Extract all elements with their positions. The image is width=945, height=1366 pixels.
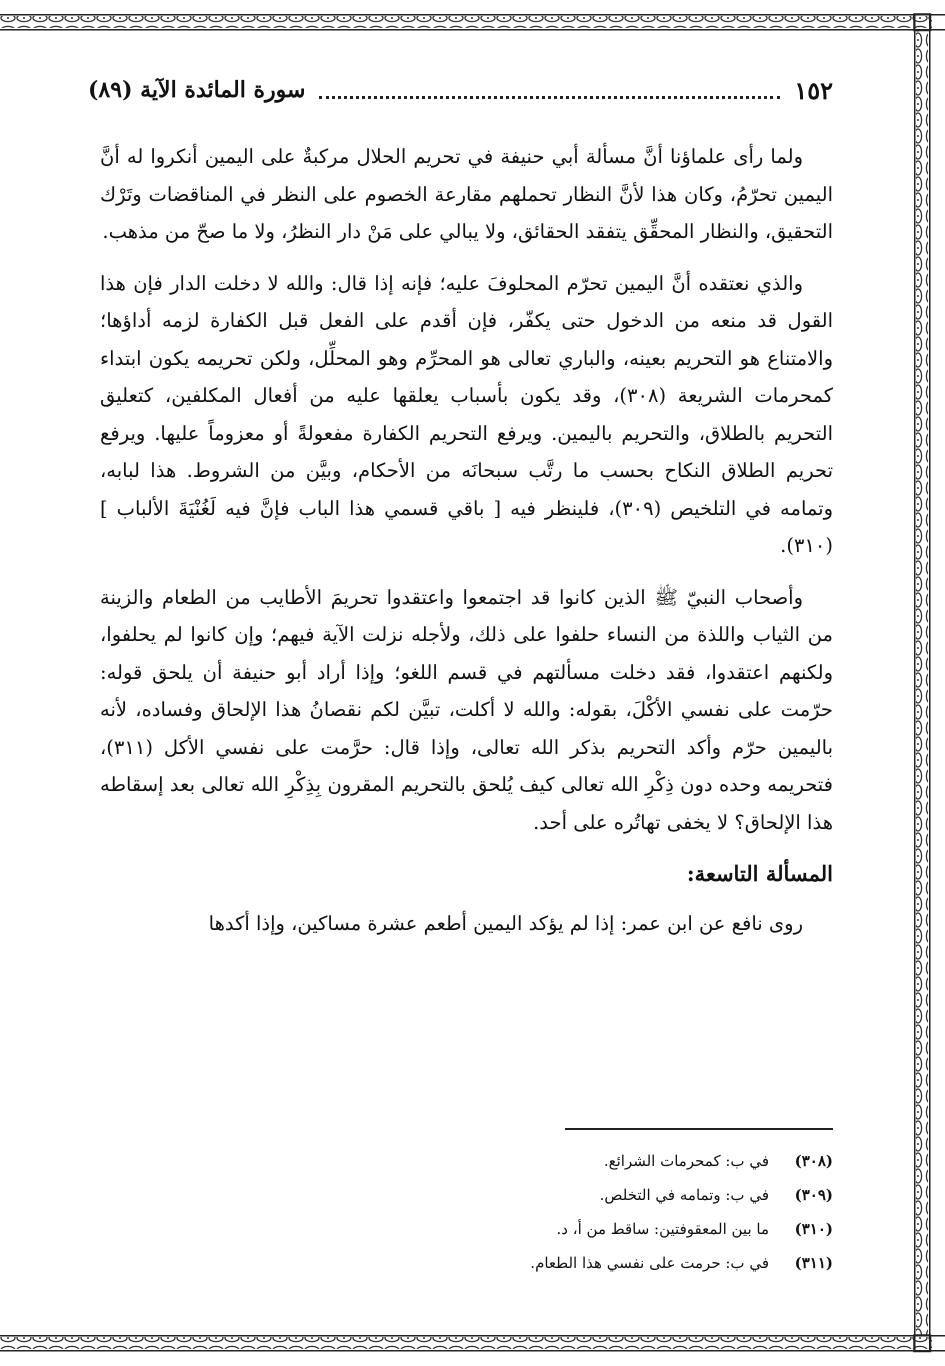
footnote-text: في ب: كمحرمات الشرائع. <box>603 1152 769 1170</box>
paragraph-2: والذي نعتقده أنَّ اليمين تحرّم المحلوفَ عليه؛ فإنه إذا قال: والله لا دخلت الدار فإن هذا القول قد منعه من الدخول حتى يكفّر، فإن أقدم على الفعل قبل الكفارة لزمه أداؤها؛ والامتناع هو التحريم بعينه، والباري تعالى هو المحرِّم وهو المحلِّل، ولكن تحريمه يكون ابتداء كمحرمات الشريعة (٣٠٨)، وقد يكون بأسباب يعلقها عليه من أفعال المكلفين، كتعليق التحريم بالطلاق، والتحريم باليمين. ويرفع التحريم الكفارة مفعولةً أو معزوماً عليها. ويرفع تحريم الطلاق النكاح بحسب ما رتَّب سبحانَه من الأحكام، وبيَّن من الشروط. هذا لبابه، وتمامه في التلخيص (٣٠٩)، فلينظر فيه [ باقي قسمي هذا الباب فإنَّ فيه لَغُنْيَةَ الألباب ] (٣١٠). <box>100 271 834 557</box>
section-heading: المسألة التاسعة: <box>686 861 833 886</box>
footnote <box>100 1246 833 1280</box>
footnote-number: (٣٠٨) <box>794 1152 833 1170</box>
dotted-leader <box>319 82 780 99</box>
footnote-text: في ب: حرمت على نفسي هذا الطعام. <box>530 1254 769 1272</box>
footnotes <box>100 1144 833 1280</box>
footnote-text: في ب: وتمامه في التخلص. <box>599 1186 769 1204</box>
paragraph-3: وأصحاب النبيّ ﷺ الذين كانوا قد اجتمعوا واعتقدوا تحريمَ الأطايب من الطعام والزينة من الثياب واللذة من النساء حلفوا على ذلك، ولأجله نزلت الآية فيهم؛ وإن كانوا لم يحلفوا، ولكنهم اعتقدوا، فقد دخلت مسألتهم في قسم اللغو؛ وإذا أراد أبو حنيفة أن يلحق قوله: حرّمت على نفسي الأكْلَ، بقوله: والله لا أكلت، تبيَّن لكم نقصانُ هذا الإلحاق وفساده، لأنه باليمين حرّم وأكد التحريم بذكر الله تعالى، وإذا قال: حرَّمت على نفسي الأكل (٣١١)، فتحريمه وحده دون ذِكْرِ الله تعالى كيف يُلحق بالتحريم المقرون بِذِكْرِ الله تعالى بعد إسقاطه هذا الإلحاق؟ لا يخفى تهاتُره على أحد. <box>100 585 833 834</box>
main-text <box>100 138 833 956</box>
footnote-number: (٣١١) <box>794 1254 833 1272</box>
running-header <box>88 70 833 110</box>
footnote-text: ما بين المعقوفتين: ساقط من أ، د. <box>556 1220 769 1238</box>
footnote <box>100 1144 833 1178</box>
running-title: سورة المائدة الآية (٨٩) <box>88 77 306 103</box>
footnote-separator <box>565 1128 833 1130</box>
footnote <box>100 1178 833 1212</box>
page-number: ١٥٢ <box>794 75 833 105</box>
footnote-number: (٣٠٩) <box>794 1186 833 1204</box>
paragraph-1: ولما رأى علماؤنا أنَّ مسألة أبي حنيفة في تحريم الحلال مركبةٌ على اليمين أنكروا له أنَّ اليمين تحرّمُ، وكان هذا لأنَّ النظار تحملهم مقارعة الخصوم على النظر في المناقضات وتَرْك التحقيق، والنظار المحقِّق يتفقد الحقائق، ولا يبالي على مَنْ دار النظرُ، ولا ما صحّ من مذهب. <box>100 145 833 243</box>
footnote-number: (٣١٠) <box>794 1220 833 1238</box>
footnote <box>100 1212 833 1246</box>
paragraph-4: روى نافع عن ابن عمر: إذا لم يؤكد اليمين أطعم عشرة مساكين، وإذا أكدها <box>208 911 803 935</box>
